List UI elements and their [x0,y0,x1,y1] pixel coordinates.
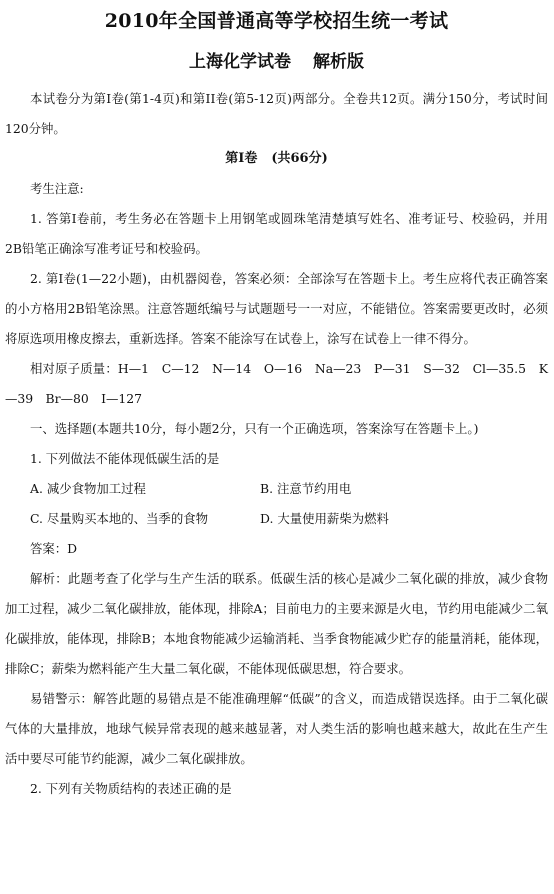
subtitle-right: 解析版 [313,52,364,72]
section-name: 第Ⅰ卷 [225,151,258,166]
notice-heading: 考生注意: [30,181,84,196]
q1-option-d: D. 大量使用薪柴为燃料 [260,511,389,526]
intro-paragraph: 本试卷分为第Ⅰ卷(第1-4页)和第II卷(第5-12页)两部分。全卷共12页。满分150分，考试时间120分钟。 [5,91,548,136]
q2-stem: 2. 下列有关物质结构的表述正确的是 [30,781,232,796]
q1-warning: 易错警示：解答此题的易错点是不能准确理解“低碳”的含义，而造成错误选择。由于二氧化碳气体的大量排放，地球气候异常表现的越来越显著，对人类生活的影响也越来越大，故此在生产生活中要尽可能节约能源，减少二氧化碳排放。 [5,691,548,766]
notice-item-2: 2. 第Ⅰ卷(1—22小题)，由机器阅卷，答案必须：全部涂写在答题卡上。考生应将代表正确答案的小方格用2B铅笔涂黑。注意答题纸编号与试题题号一一对应，不能错位。答案需要更改时，必须将原选项用橡皮擦去，重新选择。答案不能涂写在试卷上，涂写在试卷上一律不得分。 [5,271,548,346]
q1-option-a: A. 减少食物加工过程 [30,481,146,496]
exam-subtitle [5,52,548,72]
section-score: (共66分) [271,151,328,166]
q1-option-b: B. 注意节约用电 [260,481,352,496]
q1-answer: 答案：D [30,541,78,556]
notice-item-1: 1. 答第Ⅰ卷前，考生务必在答题卡上用钢笔或圆珠笔清楚填写姓名、准考证号、校验码，并用2B铅笔正确涂写准考证号和校验码。 [5,211,548,256]
q1-options-row-1 [5,474,548,504]
q1-analysis: 解析：此题考查了化学与生产生活的联系。低碳生活的核心是减少二氧化碳的排放，减少食物加工过程，减少二氧化碳排放，能体现，排除A；目前电力的主要来源是火电，节约用电能减少二氧化碳排放，能体现，排除B；本地食物能减少运输消耗、当季食物能减少贮存的能量消耗，能体现，排除C；薪柴为燃料能产生大量二氧化碳，不能体现低碳思想，符合要求。 [5,571,548,676]
atomic-mass-line: 相对原子质量：H—1 C—12 N—14 O—16 Na—23 P—31 S—32 Cl—35.5 K—39 Br—80 I—127 [5,361,548,406]
q1-option-c: C. 尽量购买本地的、当季的食物 [30,511,208,526]
section-heading [5,144,548,174]
q1-options-row-2 [5,504,548,534]
q1-stem: 1. 下列做法不能体现低碳生活的是 [30,451,220,466]
subtitle-left: 上海化学试卷 [189,52,291,72]
exam-title: 2010年全国普通高等学校招生统一考试 [104,10,449,32]
part1-instruction: 一、选择题(本题共10分，每小题2分，只有一个正确选项，答案涂写在答题卡上。) [30,421,479,436]
